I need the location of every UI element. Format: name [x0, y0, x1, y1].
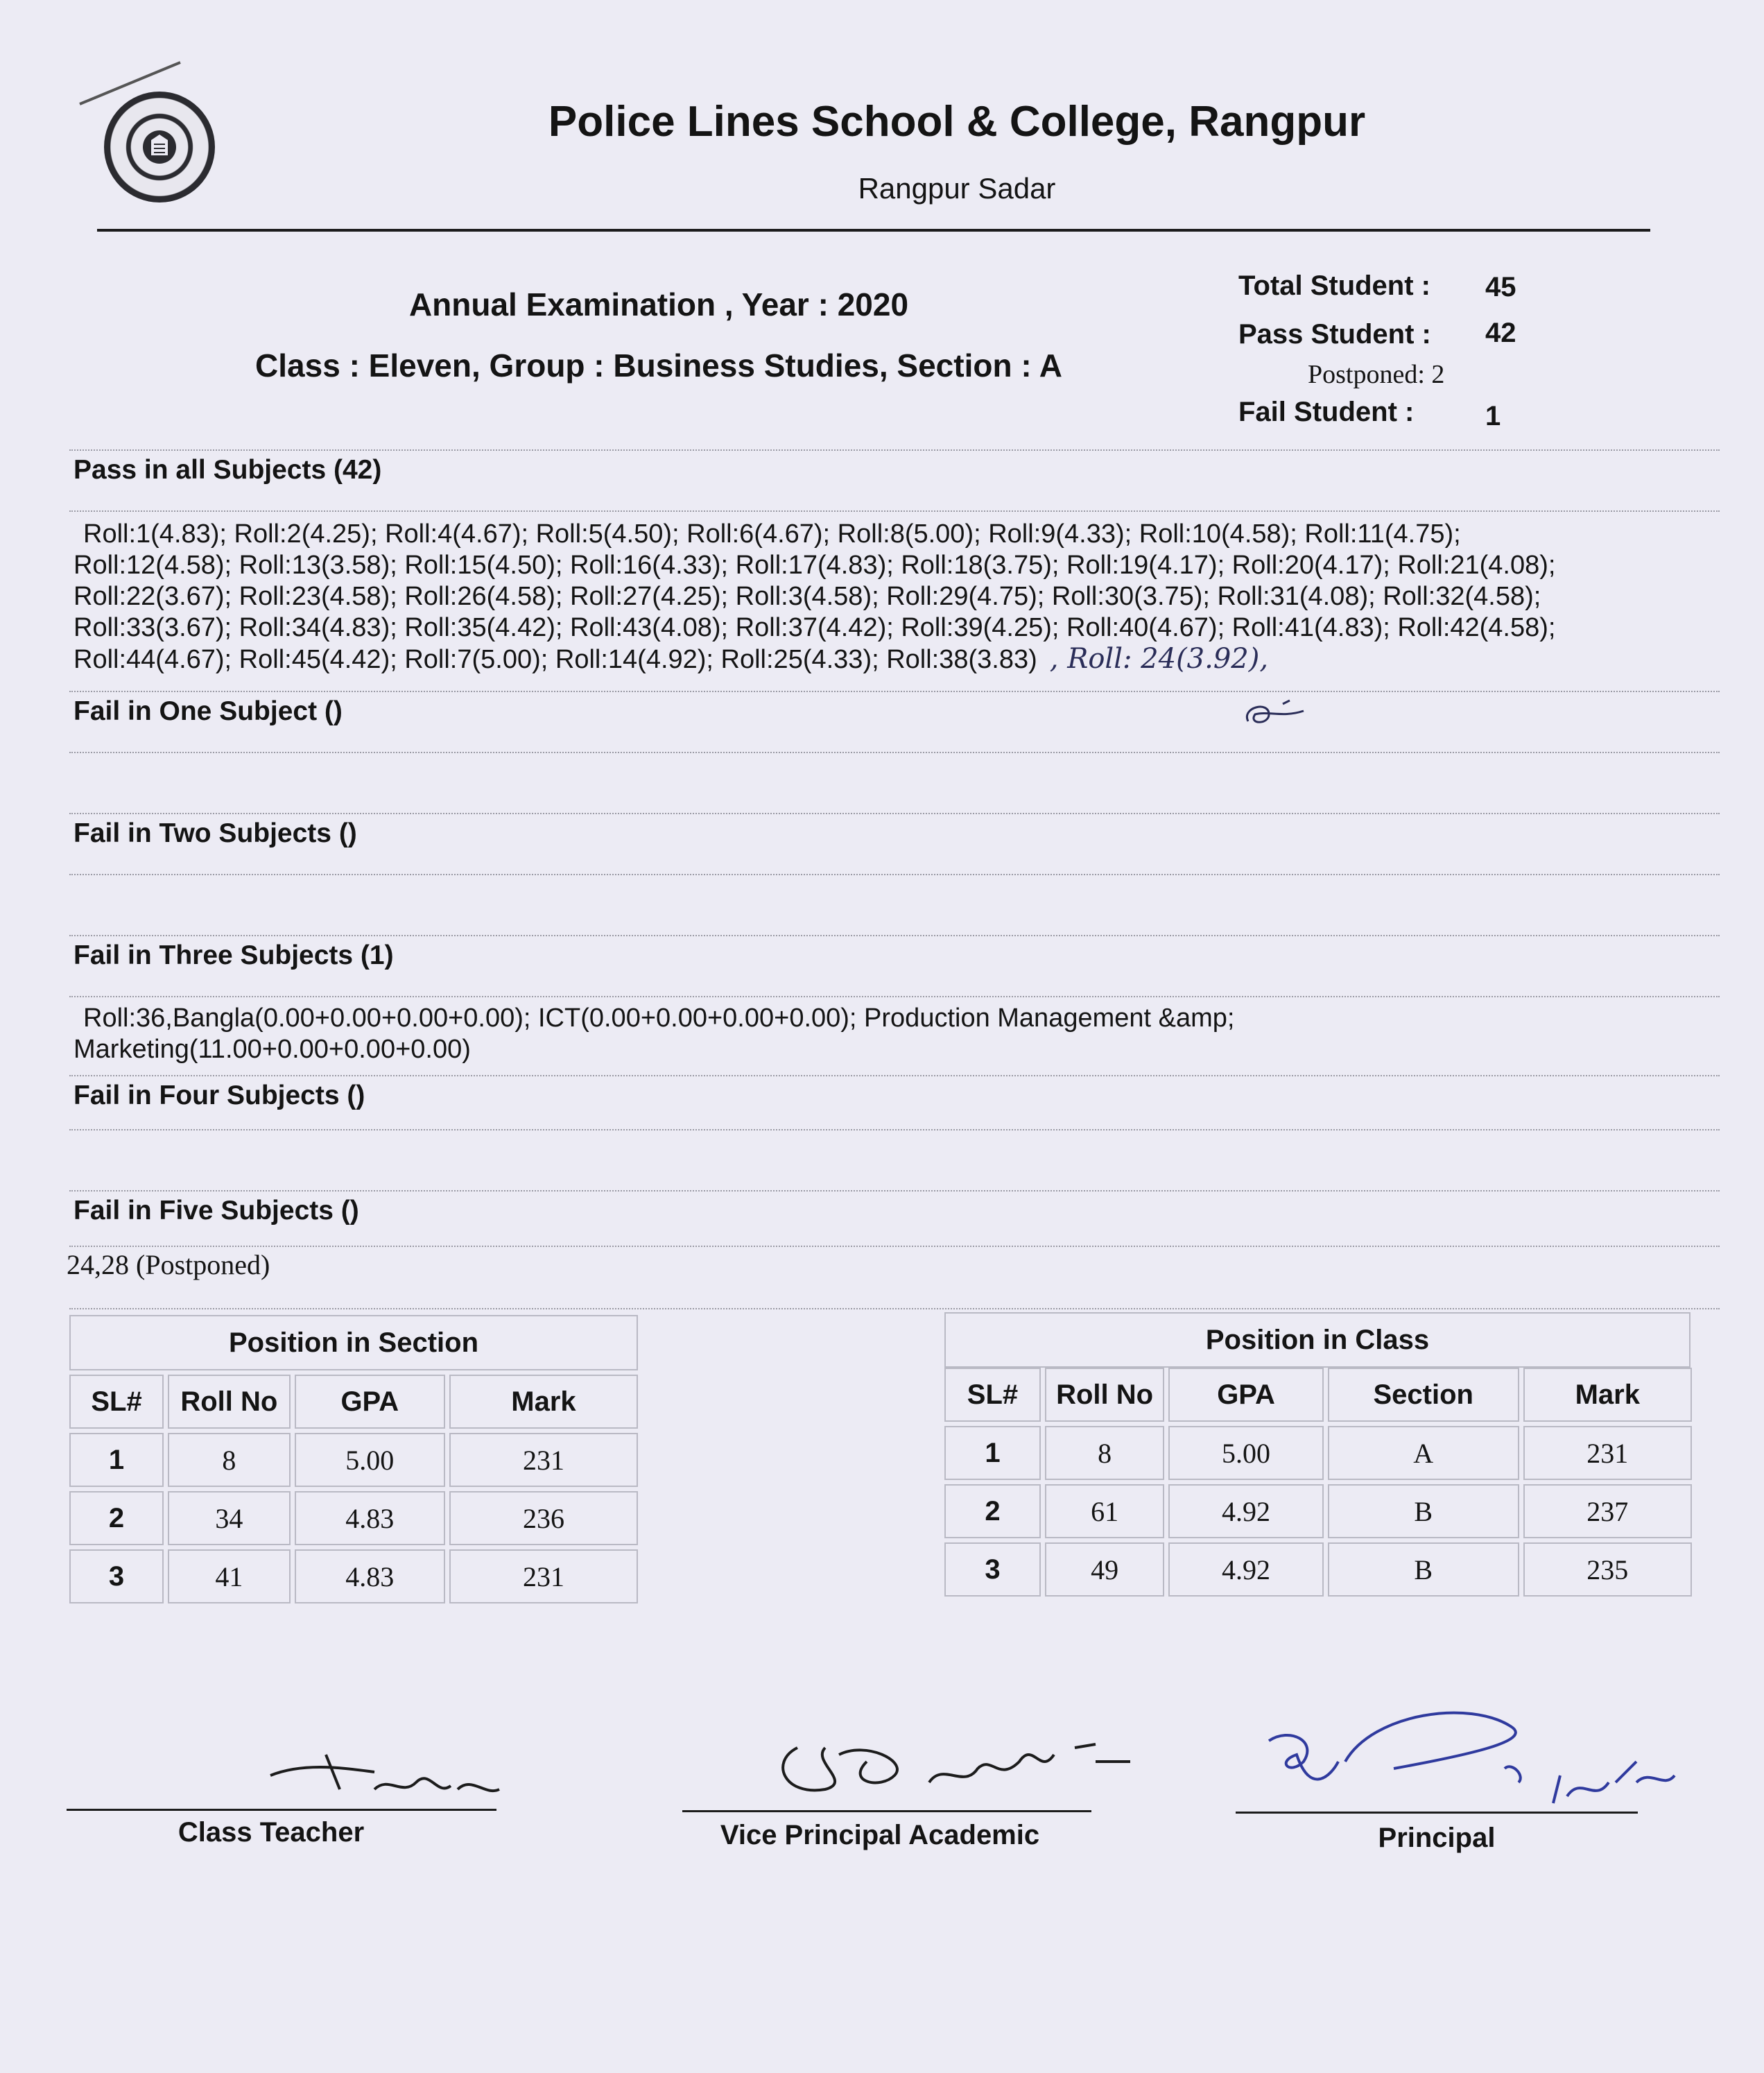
cell: 1: [944, 1426, 1041, 1480]
fail-three-line: Roll:36,Bangla(0.00+0.00+0.00+0.00); ICT(0.00+0.00+0.00+0.00); Production Management &amp;: [83, 1004, 1235, 1033]
cell: 1: [69, 1433, 164, 1487]
class-teacher-label: Class Teacher: [178, 1817, 365, 1848]
fail-one-heading: Fail in One Subject (): [74, 696, 343, 726]
cell: 231: [449, 1549, 638, 1603]
divider: [69, 691, 1720, 692]
table-row: [944, 1426, 1692, 1480]
position-class-table: [940, 1364, 1696, 1601]
pass-all-heading: Pass in all Subjects (42): [74, 455, 382, 485]
handwritten-roll-addition: , Roll: 24(3.92),: [1049, 643, 1269, 675]
cell: B: [1328, 1484, 1519, 1538]
pass-student-label: Pass Student :: [1238, 319, 1431, 350]
column-header: Roll No: [1045, 1368, 1164, 1422]
column-header: Section: [1328, 1368, 1519, 1422]
class-info: Class : Eleven, Group : Business Studies, Section : A: [255, 347, 1062, 384]
exam-title: Annual Examination , Year : 2020: [408, 286, 909, 322]
cell: 8: [1045, 1426, 1164, 1480]
initial-signature: [1241, 694, 1324, 735]
divider: [69, 752, 1720, 753]
principal-signature: [1262, 1699, 1678, 1838]
cell: 4.92: [1168, 1542, 1324, 1597]
principal-label: Principal: [1378, 1823, 1496, 1853]
column-header: GPA: [1168, 1368, 1324, 1422]
table-row: [69, 1549, 638, 1603]
pass-roll-line: Roll:1(4.83); Roll:2(4.25); Roll:4(4.67); Roll:5(4.50); Roll:6(4.67); Roll:8(5.00); Roll:9(4.33); Roll:10(4.58); Roll:11(4.75);: [83, 519, 1461, 549]
fail-four-heading: Fail in Four Subjects (): [74, 1081, 365, 1110]
cell: 4.83: [295, 1491, 445, 1545]
total-student-label: Total Student :: [1238, 270, 1430, 301]
fail-student-value: 1: [1485, 401, 1501, 431]
pass-roll-line: [74, 644, 1738, 676]
pass-roll-line: Roll:33(3.67); Roll:34(4.83); Roll:35(4.42); Roll:43(4.08); Roll:37(4.42); Roll:39(4.25); Roll:40(4.67); Roll:41(4.83); Roll:42(4.58);: [74, 613, 1556, 642]
vice-principal-label: Vice Principal Academic: [720, 1820, 1040, 1850]
column-header: Roll No: [168, 1375, 291, 1429]
class-teacher-signature: [263, 1748, 527, 1817]
postponed-count: Postponed: 2: [1308, 360, 1445, 389]
cell: 49: [1045, 1542, 1164, 1597]
divider: [69, 1190, 1720, 1192]
divider: [69, 1129, 1720, 1130]
divider: [69, 1075, 1720, 1076]
cell: 61: [1045, 1484, 1164, 1538]
cell: 3: [69, 1549, 164, 1603]
table-row: [69, 1433, 638, 1487]
position-section-caption: Position in Section: [69, 1315, 638, 1370]
fail-three-line: Marketing(11.00+0.00+0.00+0.00): [74, 1035, 471, 1064]
divider: [69, 874, 1720, 875]
divider: [69, 935, 1720, 936]
cell: 236: [449, 1491, 638, 1545]
cell: A: [1328, 1426, 1519, 1480]
divider: [69, 996, 1720, 997]
divider: [69, 813, 1720, 814]
cell: 237: [1523, 1484, 1692, 1538]
fail-three-list: [74, 1003, 1738, 1065]
position-class-caption: Position in Class: [944, 1312, 1690, 1368]
fail-five-heading: Fail in Five Subjects (): [74, 1196, 359, 1225]
fail-two-heading: Fail in Two Subjects (): [74, 818, 357, 848]
cell: 4.83: [295, 1549, 445, 1603]
table-row: [69, 1491, 638, 1545]
cell: 3: [944, 1542, 1041, 1597]
school-name: Police Lines School & College, Rangpur: [548, 98, 1366, 146]
table-row: [944, 1542, 1692, 1597]
cell: 8: [168, 1433, 291, 1487]
pass-roll-line: Roll:12(4.58); Roll:13(3.58); Roll:15(4.50); Roll:16(4.33); Roll:17(4.83); Roll:18(3.75); Roll:19(4.17); Roll:20(4.17); Roll:21(4.08);: [74, 551, 1556, 580]
cell: 5.00: [1168, 1426, 1324, 1480]
cell: 4.92: [1168, 1484, 1324, 1538]
cell: B: [1328, 1542, 1519, 1597]
pass-roll-line: Roll:22(3.67); Roll:23(4.58); Roll:26(4.58); Roll:27(4.25); Roll:3(4.58); Roll:29(4.75); Roll:30(3.75); Roll:31(4.08); Roll:32(4.58);: [74, 582, 1541, 611]
column-header: Mark: [1523, 1368, 1692, 1422]
cell: 235: [1523, 1542, 1692, 1597]
vice-principal-signature: [770, 1720, 1144, 1817]
divider: [69, 1246, 1720, 1247]
cell: 5.00: [295, 1433, 445, 1487]
column-header: GPA: [295, 1375, 445, 1429]
cell: 34: [168, 1491, 291, 1545]
signature-line: [67, 1809, 496, 1811]
table-header-row: [944, 1368, 1692, 1422]
pass-all-list: [74, 519, 1738, 676]
column-header: SL#: [69, 1375, 164, 1429]
pass-roll-line-text: Roll:44(4.67); Roll:45(4.42); Roll:7(5.00); Roll:14(4.92); Roll:25(4.33); Roll:38(3.83): [74, 645, 1037, 674]
column-header: Mark: [449, 1375, 638, 1429]
cell: 231: [449, 1433, 638, 1487]
divider: [69, 510, 1720, 512]
column-header: SL#: [944, 1368, 1041, 1422]
fail-student-label: Fail Student :: [1238, 397, 1415, 427]
cell: 2: [944, 1484, 1041, 1538]
cell: 2: [69, 1491, 164, 1545]
divider: [69, 449, 1720, 451]
cell: 231: [1523, 1426, 1692, 1480]
pass-student-value: 42: [1485, 318, 1516, 348]
table-header-row: [69, 1375, 638, 1429]
position-section-table: [65, 1370, 642, 1608]
school-location: Rangpur Sadar: [858, 172, 1056, 205]
total-student-value: 45: [1485, 272, 1516, 302]
signature-line: [1236, 1812, 1638, 1814]
postponed-rolls: 24,28 (Postponed): [67, 1249, 270, 1280]
divider: [69, 1308, 1720, 1309]
header-divider: [97, 229, 1650, 232]
table-row: [944, 1484, 1692, 1538]
signature-line: [682, 1810, 1091, 1812]
cell: 41: [168, 1549, 291, 1603]
fail-three-heading: Fail in Three Subjects (1): [74, 940, 394, 970]
